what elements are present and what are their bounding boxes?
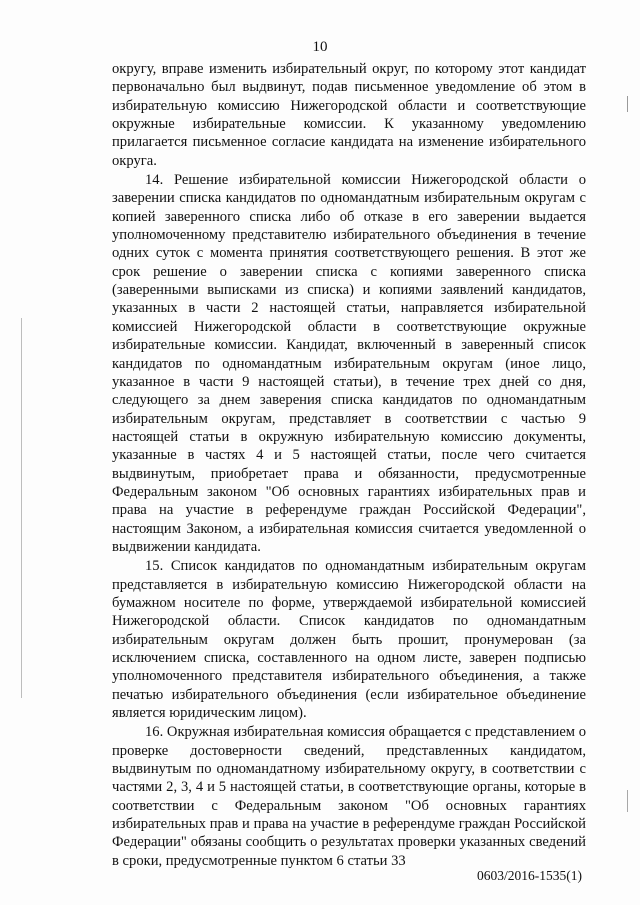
document-code: 0603/2016-1535(1) xyxy=(477,868,582,883)
page-number: 10 xyxy=(312,39,328,55)
document-body xyxy=(112,60,586,870)
scan-edge-mark xyxy=(627,96,628,112)
paragraph-16: 16. Окружная избирательная комиссия обращается с представлением о проверке достоверности сведений, представленных кандидатом, выдвинутым по одномандатному избирательному округу, в соответствии с частями 2, 3, 4 и 5 настоящей статьи, в соответствующие органы, которые в соответствии с Федеральным законом "Об основных гарантиях избирательных прав и права на участие в референдуме граждан Российской Федерации" обязаны сообщить о результатах проверки указанных сведений в сроки, предусмотренные пунктом 6 статьи 33 xyxy=(112,724,586,869)
scan-edge-mark xyxy=(21,318,22,698)
paragraph-continuation: округу, вправе изменить избирательный округ, по которому этот кандидат первоначально был выдвинут, подав письменное уведомление об этом в избирательную комиссию Нижегородской области и соответствующие окружные избирательные комиссии. К указанному уведомлению прилагается письменное согласие кандидата на изменение избирательного округа. xyxy=(112,61,586,169)
scan-edge-mark xyxy=(627,790,628,812)
paragraph-15: 15. Список кандидатов по одномандатным избирательным округам представляется в избирательную комиссию Нижегородской области на бумажном носителе по форме, утверждаемой избирательной комиссией Нижегородской области. Список кандидатов по одномандатным избирательным округам должен быть прошит, пронумерован (за исключением списка, составленного на одном листе, заверен подписью уполномоченного представителя избирательного объединения, а также печатью избирательного объединения (если избирательное объединение является юридическим лицом). xyxy=(112,558,586,722)
paragraph-14: 14. Решение избирательной комиссии Нижегородской области о заверении списка кандидатов по одномандатным избирательным округам с копией заверенного списка либо об отказе в его заверении выдается уполномоченному представителю избирательного объединения в течение одних суток с момента принятия соответствующего решения. В этот же срок решение о заверении списка с копиями заверенного списка (заверенными выписками из списка) и копиями заявлений кандидатов, указанных в части 2 настоящей статьи, направляется избирательной комиссией Нижегородской области в соответствующие окружные избирательные комиссии. Кандидат, включенный в заверенный список кандидатов по одномандатным избирательным округам (иное лицо, указанное в части 9 настоящей статьи), в течение трех дней со дня, следующего за днем заверения списка кандидатов по одномандатным избирательным округам, представляет в соответствии с частью 9 настоящей статьи в окружную избирательную комиссию документы, указанные в частях 4 и 5 настоящей статьи, после чего считается выдвинутым, приобретает права и обязанности, предусмотренные Федеральным законом "Об основных гарантиях избирательных прав и права на участие в референдуме граждан Российской Федерации", настоящим Законом, а избирательная комиссия считается уведомленной о выдвижении кандидата. xyxy=(112,172,586,555)
